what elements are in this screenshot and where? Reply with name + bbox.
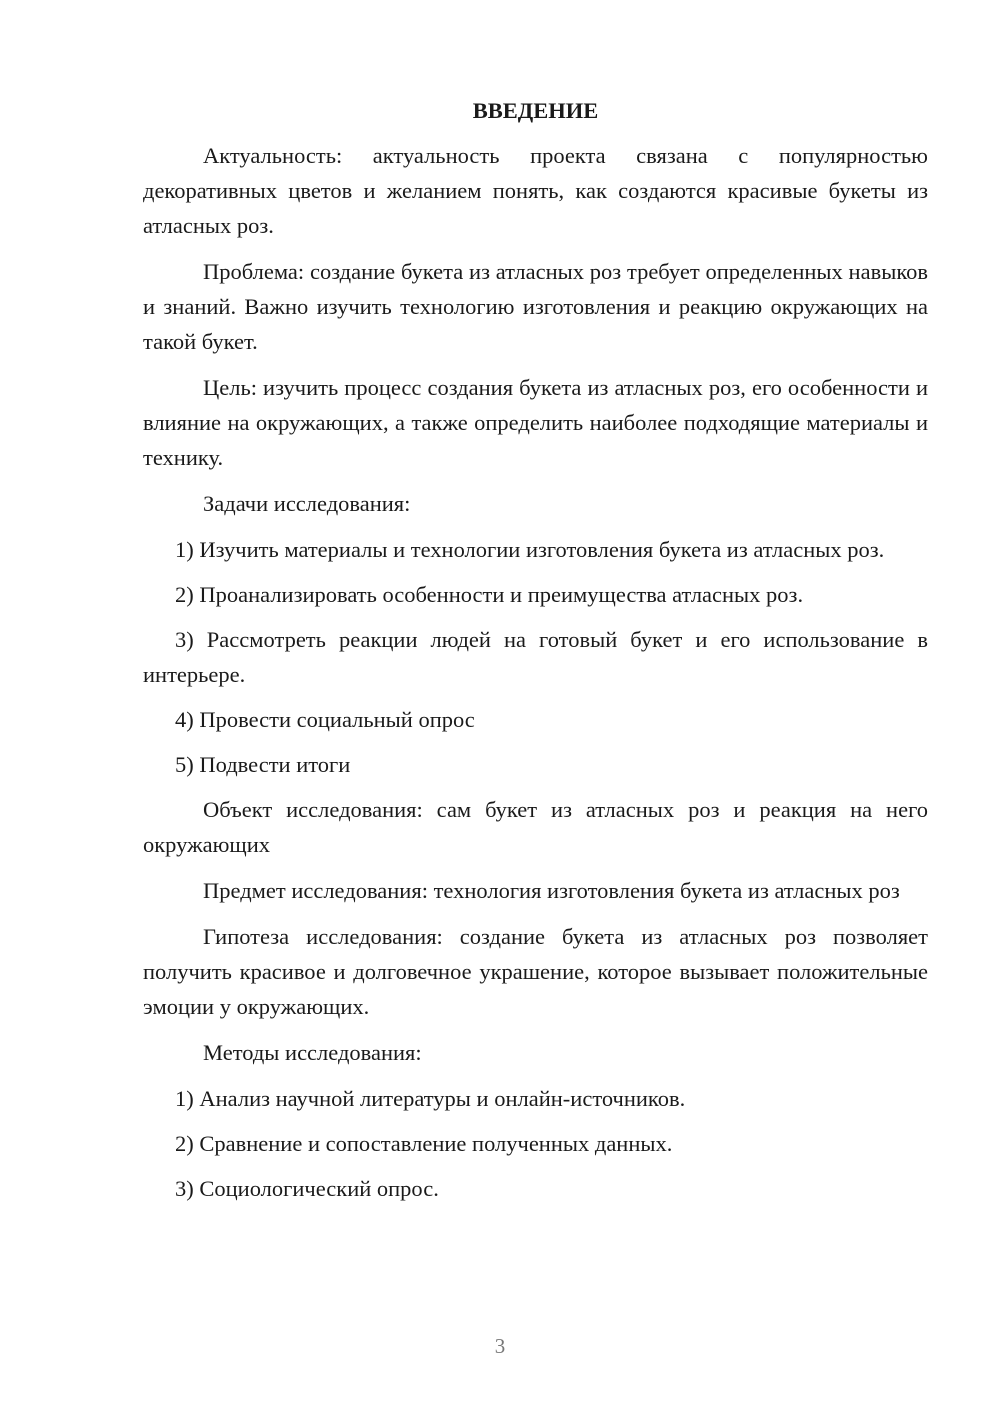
task-item-3: 3) Рассмотреть реакции людей на готовый букет и его использование в интерьере. — [143, 627, 928, 687]
hypothesis-paragraph: Гипотеза исследования: создание букета из атласных роз позволяет получить красивое и долговечное украшение, которое вызывает положительные эмоции у окружающих. — [143, 924, 928, 1019]
relevance-paragraph: Актуальность: актуальность проекта связана с популярностью декоративных цветов и желанием понять, как создаются красивые букеты из атласных роз. — [143, 143, 928, 238]
method-item-1: 1) Анализ научной литературы и онлайн-источников. — [175, 1086, 686, 1111]
task-item-4: 4) Провести социальный опрос — [175, 707, 475, 732]
page-number: 3 — [494, 1334, 506, 1358]
goal-paragraph: Цель: изучить процесс создания букета из атласных роз, его особенности и влияние на окружающих, а также определить наиболее подходящие материалы и технику. — [143, 375, 928, 470]
tasks-heading: Задачи исследования: — [203, 491, 411, 516]
object-paragraph: Объект исследования: сам букет из атласных роз и реакция на него окружающих — [143, 797, 928, 857]
problem-paragraph: Проблема: создание букета из атласных роз требует определенных навыков и знаний. Важно изучить технологию изготовления и реакцию окружающих на такой букет. — [143, 259, 928, 354]
methods-heading: Методы исследования: — [203, 1040, 422, 1065]
document-page — [143, 96, 928, 1216]
task-item-1: 1) Изучить материалы и технологии изготовления букета из атласных роз. — [175, 537, 885, 562]
task-item-5: 5) Подвести итоги — [175, 752, 351, 777]
section-title: ВВЕДЕНИЕ — [472, 98, 599, 123]
method-item-2: 2) Сравнение и сопоставление полученных данных. — [175, 1131, 673, 1156]
task-item-2: 2) Проанализировать особенности и преимущества атласных роз. — [175, 582, 804, 607]
subject-paragraph: Предмет исследования: технология изготовления букета из атласных роз — [203, 878, 900, 903]
method-item-3: 3) Социологический опрос. — [175, 1176, 439, 1201]
